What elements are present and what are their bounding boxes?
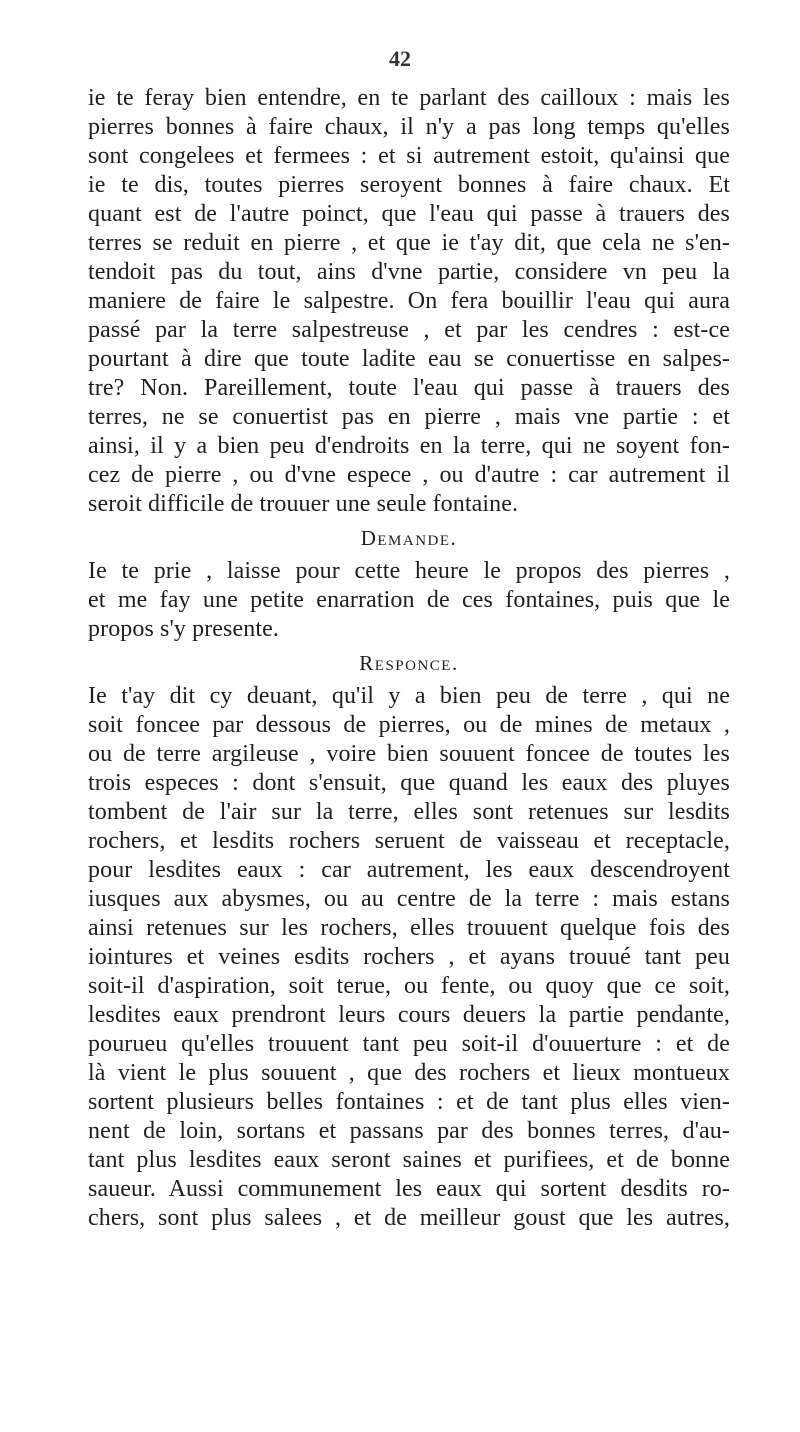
text-line: sortent plusieurs belles fontaines : et de tant plus elles vien- bbox=[88, 1089, 730, 1115]
text-block bbox=[88, 84, 730, 1233]
text-line: et me fay une petite enarration de ces fontaines, puis que le bbox=[88, 587, 730, 613]
text-line: ie te feray bien entendre, en te parlant des cailloux : mais les bbox=[88, 85, 730, 111]
text-line: terres, ne se conuertist pas en pierre , mais vne partie : et bbox=[88, 404, 730, 430]
text-line: seroit difficile de trouuer une seule fontaine. bbox=[88, 491, 519, 517]
text-line: ainsi, il y a bien peu d'endroits en la terre, qui ne soyent fon- bbox=[88, 433, 730, 459]
text-line: tombent de l'air sur la terre, elles sont retenues sur lesdits bbox=[88, 799, 730, 825]
text-line: quant est de l'autre poinct, que l'eau qui passe à trauers des bbox=[88, 201, 730, 227]
text-line: tre? Non. Pareillement, toute l'eau qui passe à trauers des bbox=[88, 375, 730, 401]
text-line: lesdites eaux prendront leurs cours deuers la partie pendante, bbox=[88, 1002, 730, 1028]
text-line: Ie t'ay dit cy deuant, qu'il y a bien peu de terre , qui ne bbox=[88, 683, 730, 709]
text-line: ou de terre argileuse , voire bien souuent foncee de toutes les bbox=[88, 741, 730, 767]
text-line: iointures et veines esdits rochers , et ayans trouué tant peu bbox=[88, 944, 730, 970]
text-line: passé par la terre salpestreuse , et par les cendres : est-ce bbox=[88, 317, 730, 343]
paragraph-2 bbox=[88, 557, 730, 644]
text-line: terres se reduit en pierre , et que ie t'ay dit, que cela ne s'en- bbox=[88, 230, 730, 256]
text-line: soit foncee par dessous de pierres, ou de mines de metaux , bbox=[88, 712, 730, 738]
text-line: saueur. Aussi communement les eaux qui sortent desdits ro- bbox=[88, 1176, 730, 1202]
text-line: pourueu qu'elles trouuent tant peu soit-il d'ouuerture : et de bbox=[88, 1031, 730, 1057]
section-heading-demande: Demande. bbox=[360, 526, 458, 550]
section-heading-responce: Responce. bbox=[359, 651, 459, 675]
text-line: ainsi retenues sur les rochers, elles trouuent quelque fois des bbox=[88, 915, 730, 941]
text-line: Ie te prie , laisse pour cette heure le propos des pierres , bbox=[88, 558, 730, 584]
paragraph-3 bbox=[88, 682, 730, 1233]
text-line: iusques aux abysmes, ou au centre de la terre : mais estans bbox=[88, 886, 730, 912]
text-line: propos s'y presente. bbox=[88, 616, 279, 642]
text-line: pourtant à dire que toute ladite eau se conuertisse en salpes- bbox=[88, 346, 730, 372]
text-line: maniere de faire le salpestre. On fera bouillir l'eau qui aura bbox=[88, 288, 730, 314]
text-line: trois especes : dont s'ensuit, que quand les eaux des pluyes bbox=[88, 770, 730, 796]
text-line: tant plus lesdites eaux seront saines et purifiees, et de bonne bbox=[88, 1147, 730, 1173]
text-line: pour lesdites eaux : car autrement, les eaux descendroyent bbox=[88, 857, 730, 883]
text-line: chers, sont plus salees , et de meilleur goust que les autres, bbox=[88, 1205, 730, 1231]
page-number: 42 bbox=[389, 46, 411, 71]
text-line: pierres bonnes à faire chaux, il n'y a pas long temps qu'elles bbox=[88, 114, 730, 140]
text-line: ie te dis, toutes pierres seroyent bonnes à faire chaux. Et bbox=[88, 172, 730, 198]
text-line: rochers, et lesdits rochers seruent de vaisseau et receptacle, bbox=[88, 828, 730, 854]
text-line: là vient le plus souuent , que des rochers et lieux montueux bbox=[88, 1060, 730, 1086]
text-line: tendoit pas du tout, ains d'vne partie, considere vn peu la bbox=[88, 259, 730, 285]
paragraph-1 bbox=[88, 84, 730, 519]
text-line: cez de pierre , ou d'vne espece , ou d'autre : car autrement il bbox=[88, 462, 730, 488]
text-line: sont congelees et fermees : et si autrement estoit, qu'ainsi que bbox=[88, 143, 730, 169]
text-line: soit-il d'aspiration, soit terue, ou fente, ou quoy que ce soit, bbox=[88, 973, 730, 999]
text-line: nent de loin, sortans et passans par des bonnes terres, d'au- bbox=[88, 1118, 730, 1144]
